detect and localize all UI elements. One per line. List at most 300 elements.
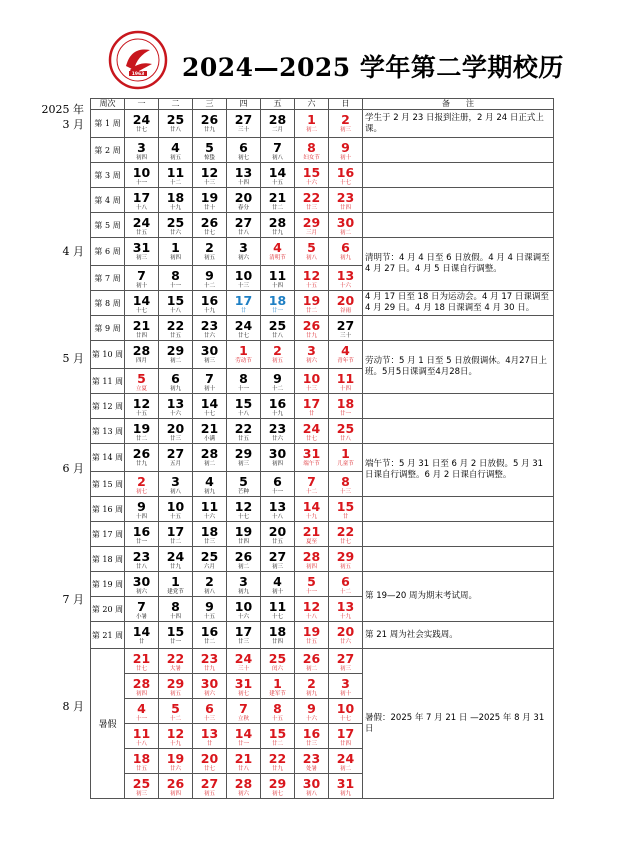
day-number: 10 bbox=[234, 268, 253, 283]
day-number: 12 bbox=[302, 599, 321, 614]
day-number: 29 bbox=[268, 776, 287, 791]
day-number: 28 bbox=[200, 446, 219, 461]
note-cell: 第 19—20 周为期末考试周。 bbox=[363, 572, 554, 622]
day-number: 29 bbox=[302, 215, 321, 230]
header-thu: 四 bbox=[227, 99, 261, 110]
header-wed: 三 bbox=[193, 99, 227, 110]
day-cell bbox=[295, 291, 329, 316]
header-mon: 一 bbox=[125, 99, 159, 110]
lunar-date: 廿七 bbox=[135, 666, 147, 672]
lunar-date: 十七 bbox=[203, 411, 215, 417]
day-cell bbox=[261, 213, 295, 238]
day-number: 24 bbox=[166, 549, 185, 564]
lunar-date: 初七 bbox=[237, 155, 249, 161]
day-number: 17 bbox=[234, 624, 253, 639]
lunar-date: 廿四 bbox=[339, 741, 351, 747]
lunar-date: 四月 bbox=[135, 358, 147, 364]
week-row bbox=[91, 444, 554, 472]
day-cell bbox=[295, 622, 329, 649]
week-row bbox=[91, 110, 554, 138]
day-cell bbox=[295, 188, 329, 213]
lunar-date: 十九 bbox=[203, 308, 215, 314]
day-number: 8 bbox=[171, 599, 180, 614]
lunar-date: 十七 bbox=[339, 180, 351, 186]
day-number: 8 bbox=[341, 474, 350, 489]
week-label: 第 11 周 bbox=[91, 369, 125, 394]
week-row bbox=[91, 341, 554, 369]
day-cell bbox=[329, 622, 363, 649]
day-cell bbox=[261, 699, 295, 724]
lunar-date: 处暑 bbox=[305, 766, 317, 772]
lunar-date: 廿二 bbox=[271, 741, 283, 747]
lunar-date: 十一 bbox=[135, 716, 147, 722]
day-number: 27 bbox=[336, 651, 355, 666]
day-number: 23 bbox=[200, 318, 219, 333]
day-number: 6 bbox=[205, 701, 214, 716]
day-number: 23 bbox=[132, 549, 151, 564]
day-number: 21 bbox=[132, 318, 151, 333]
lunar-date: 夏至 bbox=[305, 539, 317, 545]
week-label: 第 18 周 bbox=[91, 547, 125, 572]
header-notes: 备 注 bbox=[363, 99, 554, 110]
day-number: 22 bbox=[268, 751, 287, 766]
day-number: 3 bbox=[239, 574, 248, 589]
day-cell bbox=[261, 774, 295, 799]
day-number: 22 bbox=[336, 524, 355, 539]
lunar-date: 初八 bbox=[203, 589, 215, 595]
lunar-date: 二月 bbox=[271, 127, 283, 133]
lunar-date: 初四 bbox=[305, 564, 317, 570]
week-row bbox=[91, 188, 554, 213]
day-cell bbox=[227, 774, 261, 799]
lunar-date: 初三 bbox=[237, 461, 249, 467]
lunar-date: 春分 bbox=[237, 205, 249, 211]
day-cell bbox=[261, 419, 295, 444]
day-cell bbox=[329, 110, 363, 138]
week-row bbox=[91, 138, 554, 163]
day-number: 26 bbox=[234, 549, 253, 564]
lunar-date: 十二 bbox=[203, 283, 215, 289]
day-number: 5 bbox=[171, 701, 180, 716]
header-row bbox=[91, 99, 554, 110]
lunar-date: 廿四 bbox=[135, 333, 147, 339]
day-number: 21 bbox=[268, 190, 287, 205]
day-cell bbox=[159, 497, 193, 522]
day-number: 27 bbox=[234, 112, 253, 127]
lunar-date: 芒种 bbox=[237, 489, 249, 495]
day-number: 6 bbox=[239, 140, 248, 155]
lunar-date: 十四 bbox=[271, 283, 283, 289]
svg-text:1963: 1963 bbox=[131, 72, 145, 78]
day-cell bbox=[125, 188, 159, 213]
day-number: 8 bbox=[239, 371, 248, 386]
lunar-date: 十五 bbox=[135, 411, 147, 417]
week-label: 第 14 周 bbox=[91, 444, 125, 472]
lunar-date: 初五 bbox=[203, 255, 215, 261]
day-cell bbox=[193, 444, 227, 472]
note-cell-empty bbox=[363, 394, 554, 419]
day-cell bbox=[125, 724, 159, 749]
lunar-date: 十九 bbox=[339, 614, 351, 620]
lunar-date: 初十 bbox=[271, 589, 283, 595]
day-number: 15 bbox=[166, 624, 185, 639]
day-cell bbox=[193, 138, 227, 163]
lunar-date: 初十 bbox=[339, 691, 351, 697]
day-number: 5 bbox=[137, 371, 146, 386]
day-cell bbox=[261, 749, 295, 774]
day-number: 18 bbox=[336, 396, 355, 411]
lunar-date: 廿 bbox=[342, 514, 349, 520]
day-number: 29 bbox=[336, 549, 355, 564]
day-cell bbox=[193, 266, 227, 291]
day-cell bbox=[329, 724, 363, 749]
day-cell bbox=[227, 472, 261, 497]
month-label-august: 8 月 bbox=[62, 700, 84, 713]
month-label-april: 4 月 bbox=[62, 245, 84, 258]
lunar-date: 初四 bbox=[169, 255, 181, 261]
day-cell bbox=[159, 749, 193, 774]
year-label: 2025 年 bbox=[41, 103, 84, 116]
week-label: 第 19 周 bbox=[91, 572, 125, 597]
lunar-date: 廿 bbox=[138, 639, 145, 645]
day-cell bbox=[159, 649, 193, 674]
day-number: 21 bbox=[132, 651, 151, 666]
lunar-date: 十八 bbox=[169, 308, 181, 314]
week-label: 第 21 周 bbox=[91, 622, 125, 649]
month-labels bbox=[0, 0, 88, 867]
lunar-date: 建军节 bbox=[269, 691, 286, 697]
day-number: 10 bbox=[132, 165, 151, 180]
day-number: 10 bbox=[234, 599, 253, 614]
day-cell bbox=[329, 749, 363, 774]
day-number: 22 bbox=[302, 190, 321, 205]
day-cell bbox=[329, 699, 363, 724]
lunar-date: 廿七 bbox=[237, 333, 249, 339]
lunar-date: 十一 bbox=[305, 589, 317, 595]
note-cell-empty bbox=[363, 163, 554, 188]
day-number: 23 bbox=[302, 751, 321, 766]
day-cell bbox=[227, 369, 261, 394]
day-number: 26 bbox=[200, 112, 219, 127]
lunar-date: 小满 bbox=[203, 436, 215, 442]
day-cell bbox=[227, 622, 261, 649]
note-cell-empty bbox=[363, 497, 554, 522]
lunar-date: 廿三 bbox=[305, 205, 317, 211]
day-cell bbox=[295, 213, 329, 238]
lunar-date: 廿六 bbox=[203, 333, 215, 339]
day-number: 27 bbox=[200, 776, 219, 791]
day-cell bbox=[329, 444, 363, 472]
day-cell bbox=[193, 649, 227, 674]
lunar-date: 廿九 bbox=[169, 564, 181, 570]
day-number: 7 bbox=[205, 371, 214, 386]
day-number: 10 bbox=[166, 499, 185, 514]
lunar-date: 廿八 bbox=[169, 127, 181, 133]
day-number: 1 bbox=[171, 240, 180, 255]
lunar-date: 廿五 bbox=[135, 766, 147, 772]
day-number: 2 bbox=[205, 574, 214, 589]
lunar-date: 立秋 bbox=[237, 716, 249, 722]
day-cell bbox=[193, 622, 227, 649]
day-number: 12 bbox=[132, 396, 151, 411]
lunar-date: 初九 bbox=[305, 691, 317, 697]
day-cell bbox=[125, 394, 159, 419]
lunar-date: 廿六 bbox=[339, 639, 351, 645]
lunar-date: 初六 bbox=[203, 691, 215, 697]
day-cell bbox=[193, 213, 227, 238]
day-cell bbox=[261, 622, 295, 649]
day-cell bbox=[329, 341, 363, 369]
day-number: 15 bbox=[234, 396, 253, 411]
lunar-date: 初二 bbox=[339, 230, 351, 236]
lunar-date: 初九 bbox=[203, 489, 215, 495]
lunar-date: 十二 bbox=[271, 386, 283, 392]
day-cell bbox=[329, 472, 363, 497]
day-cell bbox=[227, 419, 261, 444]
day-cell bbox=[125, 213, 159, 238]
lunar-date: 初五 bbox=[339, 564, 351, 570]
day-cell bbox=[295, 110, 329, 138]
day-cell bbox=[261, 369, 295, 394]
day-number: 24 bbox=[234, 651, 253, 666]
lunar-date: 初十 bbox=[339, 155, 351, 161]
day-cell bbox=[159, 291, 193, 316]
lunar-date: 初四 bbox=[135, 691, 147, 697]
day-cell bbox=[227, 163, 261, 188]
week-row bbox=[91, 163, 554, 188]
month-label-march: 3 月 bbox=[62, 118, 84, 131]
day-number: 9 bbox=[307, 701, 316, 716]
day-cell bbox=[193, 774, 227, 799]
day-cell bbox=[159, 674, 193, 699]
lunar-date: 十五 bbox=[271, 716, 283, 722]
day-number: 1 bbox=[239, 343, 248, 358]
day-cell bbox=[261, 266, 295, 291]
day-cell bbox=[261, 497, 295, 522]
day-cell bbox=[159, 774, 193, 799]
note-cell: 暑假：2025 年 7 月 21 日 —2025 年 8 月 31 日 bbox=[363, 649, 554, 799]
lunar-date: 廿七 bbox=[305, 436, 317, 442]
lunar-date: 初七 bbox=[237, 691, 249, 697]
note-cell: 学生于 2 月 23 日报到注册，2 月 24 日正式上课。 bbox=[363, 110, 554, 138]
lunar-date: 初四 bbox=[271, 461, 283, 467]
day-cell bbox=[193, 369, 227, 394]
day-cell bbox=[329, 497, 363, 522]
day-cell bbox=[295, 774, 329, 799]
week-label: 第 3 周 bbox=[91, 163, 125, 188]
day-number: 20 bbox=[268, 524, 287, 539]
week-label: 第 4 周 bbox=[91, 188, 125, 213]
lunar-date: 廿八 bbox=[339, 436, 351, 442]
lunar-date: 廿八 bbox=[237, 230, 249, 236]
day-cell bbox=[261, 547, 295, 572]
lunar-date: 廿四 bbox=[339, 205, 351, 211]
day-number: 20 bbox=[336, 624, 355, 639]
day-number: 9 bbox=[341, 140, 350, 155]
lunar-date: 立夏 bbox=[135, 386, 147, 392]
lunar-date: 初七 bbox=[135, 489, 147, 495]
lunar-date: 十四 bbox=[237, 180, 249, 186]
lunar-date: 十二 bbox=[169, 180, 181, 186]
day-cell bbox=[329, 163, 363, 188]
day-number: 14 bbox=[200, 396, 219, 411]
note-cell-empty bbox=[363, 213, 554, 238]
day-cell bbox=[295, 341, 329, 369]
lunar-date: 初五 bbox=[169, 155, 181, 161]
lunar-date: 廿三 bbox=[203, 539, 215, 545]
day-cell bbox=[329, 419, 363, 444]
day-cell bbox=[125, 749, 159, 774]
day-number: 30 bbox=[200, 343, 219, 358]
week-row bbox=[91, 649, 554, 674]
lunar-date: 十九 bbox=[169, 741, 181, 747]
day-number: 19 bbox=[166, 751, 185, 766]
day-cell bbox=[227, 444, 261, 472]
week-label: 第 8 周 bbox=[91, 291, 125, 316]
day-number: 21 bbox=[302, 524, 321, 539]
week-label: 第 6 周 bbox=[91, 238, 125, 266]
lunar-date: 廿三 bbox=[169, 436, 181, 442]
day-number: 11 bbox=[336, 371, 355, 386]
day-number: 15 bbox=[268, 726, 287, 741]
day-number: 31 bbox=[132, 240, 151, 255]
week-label: 第 10 周 bbox=[91, 341, 125, 369]
day-number: 4 bbox=[137, 701, 146, 716]
day-cell bbox=[159, 266, 193, 291]
day-cell bbox=[261, 188, 295, 213]
day-number: 16 bbox=[132, 524, 151, 539]
day-cell bbox=[193, 238, 227, 266]
week-label: 第 16 周 bbox=[91, 497, 125, 522]
day-cell bbox=[295, 597, 329, 622]
day-number: 7 bbox=[239, 701, 248, 716]
day-number: 26 bbox=[302, 318, 321, 333]
day-number: 31 bbox=[234, 676, 253, 691]
school-logo bbox=[108, 30, 168, 90]
day-number: 23 bbox=[200, 651, 219, 666]
lunar-date: 廿三 bbox=[305, 741, 317, 747]
lunar-date: 廿 bbox=[206, 741, 213, 747]
day-cell bbox=[193, 547, 227, 572]
day-number: 14 bbox=[132, 293, 151, 308]
lunar-date: 十五 bbox=[271, 180, 283, 186]
lunar-date: 廿一 bbox=[237, 741, 249, 747]
day-cell bbox=[193, 749, 227, 774]
week-row bbox=[91, 622, 554, 649]
day-cell bbox=[295, 472, 329, 497]
day-cell bbox=[125, 774, 159, 799]
day-cell bbox=[159, 213, 193, 238]
day-cell bbox=[193, 497, 227, 522]
day-number: 16 bbox=[200, 293, 219, 308]
day-number: 7 bbox=[137, 599, 146, 614]
lunar-date: 初八 bbox=[169, 489, 181, 495]
day-cell bbox=[193, 291, 227, 316]
day-cell bbox=[329, 138, 363, 163]
day-cell bbox=[227, 649, 261, 674]
day-cell bbox=[159, 316, 193, 341]
day-cell bbox=[329, 238, 363, 266]
day-number: 14 bbox=[132, 624, 151, 639]
day-cell bbox=[193, 472, 227, 497]
day-cell bbox=[227, 547, 261, 572]
day-number: 12 bbox=[166, 726, 185, 741]
lunar-date: 十八 bbox=[135, 205, 147, 211]
lunar-date: 廿五 bbox=[237, 436, 249, 442]
day-number: 20 bbox=[200, 751, 219, 766]
day-number: 31 bbox=[336, 776, 355, 791]
day-cell bbox=[193, 597, 227, 622]
lunar-date: 惊蛰 bbox=[203, 155, 215, 161]
lunar-date: 六月 bbox=[203, 564, 215, 570]
note-cell: 端午节：5 月 31 日至 6 月 2 日放假。5 月 31 日课自行调整。6 月 2 日课自行调整。 bbox=[363, 444, 554, 497]
day-number: 4 bbox=[273, 574, 282, 589]
day-cell bbox=[227, 110, 261, 138]
lunar-date: 十一 bbox=[271, 489, 283, 495]
day-cell bbox=[125, 522, 159, 547]
day-number: 16 bbox=[200, 624, 219, 639]
school-calendar-table bbox=[90, 98, 554, 799]
day-cell bbox=[329, 291, 363, 316]
lunar-date: 廿六 bbox=[271, 436, 283, 442]
lunar-date: 十二 bbox=[339, 589, 351, 595]
day-cell bbox=[261, 572, 295, 597]
lunar-date: 廿九 bbox=[271, 230, 283, 236]
day-number: 11 bbox=[268, 599, 287, 614]
day-number: 7 bbox=[137, 268, 146, 283]
lunar-date: 初三 bbox=[135, 791, 147, 797]
lunar-date: 大暑 bbox=[169, 666, 181, 672]
lunar-date: 初五 bbox=[203, 791, 215, 797]
day-number: 13 bbox=[336, 599, 355, 614]
day-cell bbox=[125, 110, 159, 138]
day-number: 12 bbox=[302, 268, 321, 283]
day-number: 10 bbox=[336, 701, 355, 716]
day-cell bbox=[227, 341, 261, 369]
day-number: 21 bbox=[234, 751, 253, 766]
day-cell bbox=[125, 472, 159, 497]
header-week: 周次 bbox=[91, 99, 125, 110]
day-number: 25 bbox=[268, 651, 287, 666]
day-number: 22 bbox=[166, 651, 185, 666]
day-cell bbox=[295, 138, 329, 163]
lunar-date: 廿八 bbox=[271, 333, 283, 339]
day-number: 8 bbox=[171, 268, 180, 283]
week-label: 第 17 周 bbox=[91, 522, 125, 547]
lunar-date: 初六 bbox=[237, 791, 249, 797]
day-cell bbox=[261, 110, 295, 138]
month-label-june: 6 月 bbox=[62, 462, 84, 475]
day-number: 1 bbox=[341, 446, 350, 461]
day-number: 5 bbox=[307, 240, 316, 255]
day-number: 11 bbox=[200, 499, 219, 514]
day-cell bbox=[159, 597, 193, 622]
day-cell bbox=[159, 547, 193, 572]
day-number: 26 bbox=[166, 776, 185, 791]
month-label-may: 5 月 bbox=[62, 352, 84, 365]
day-number: 4 bbox=[341, 343, 350, 358]
day-cell bbox=[193, 110, 227, 138]
header-sun: 日 bbox=[329, 99, 363, 110]
day-cell bbox=[295, 497, 329, 522]
day-cell bbox=[261, 472, 295, 497]
day-number: 20 bbox=[234, 190, 253, 205]
day-cell bbox=[227, 724, 261, 749]
day-number: 27 bbox=[268, 549, 287, 564]
day-cell bbox=[227, 138, 261, 163]
day-cell bbox=[261, 649, 295, 674]
day-number: 18 bbox=[268, 293, 287, 308]
